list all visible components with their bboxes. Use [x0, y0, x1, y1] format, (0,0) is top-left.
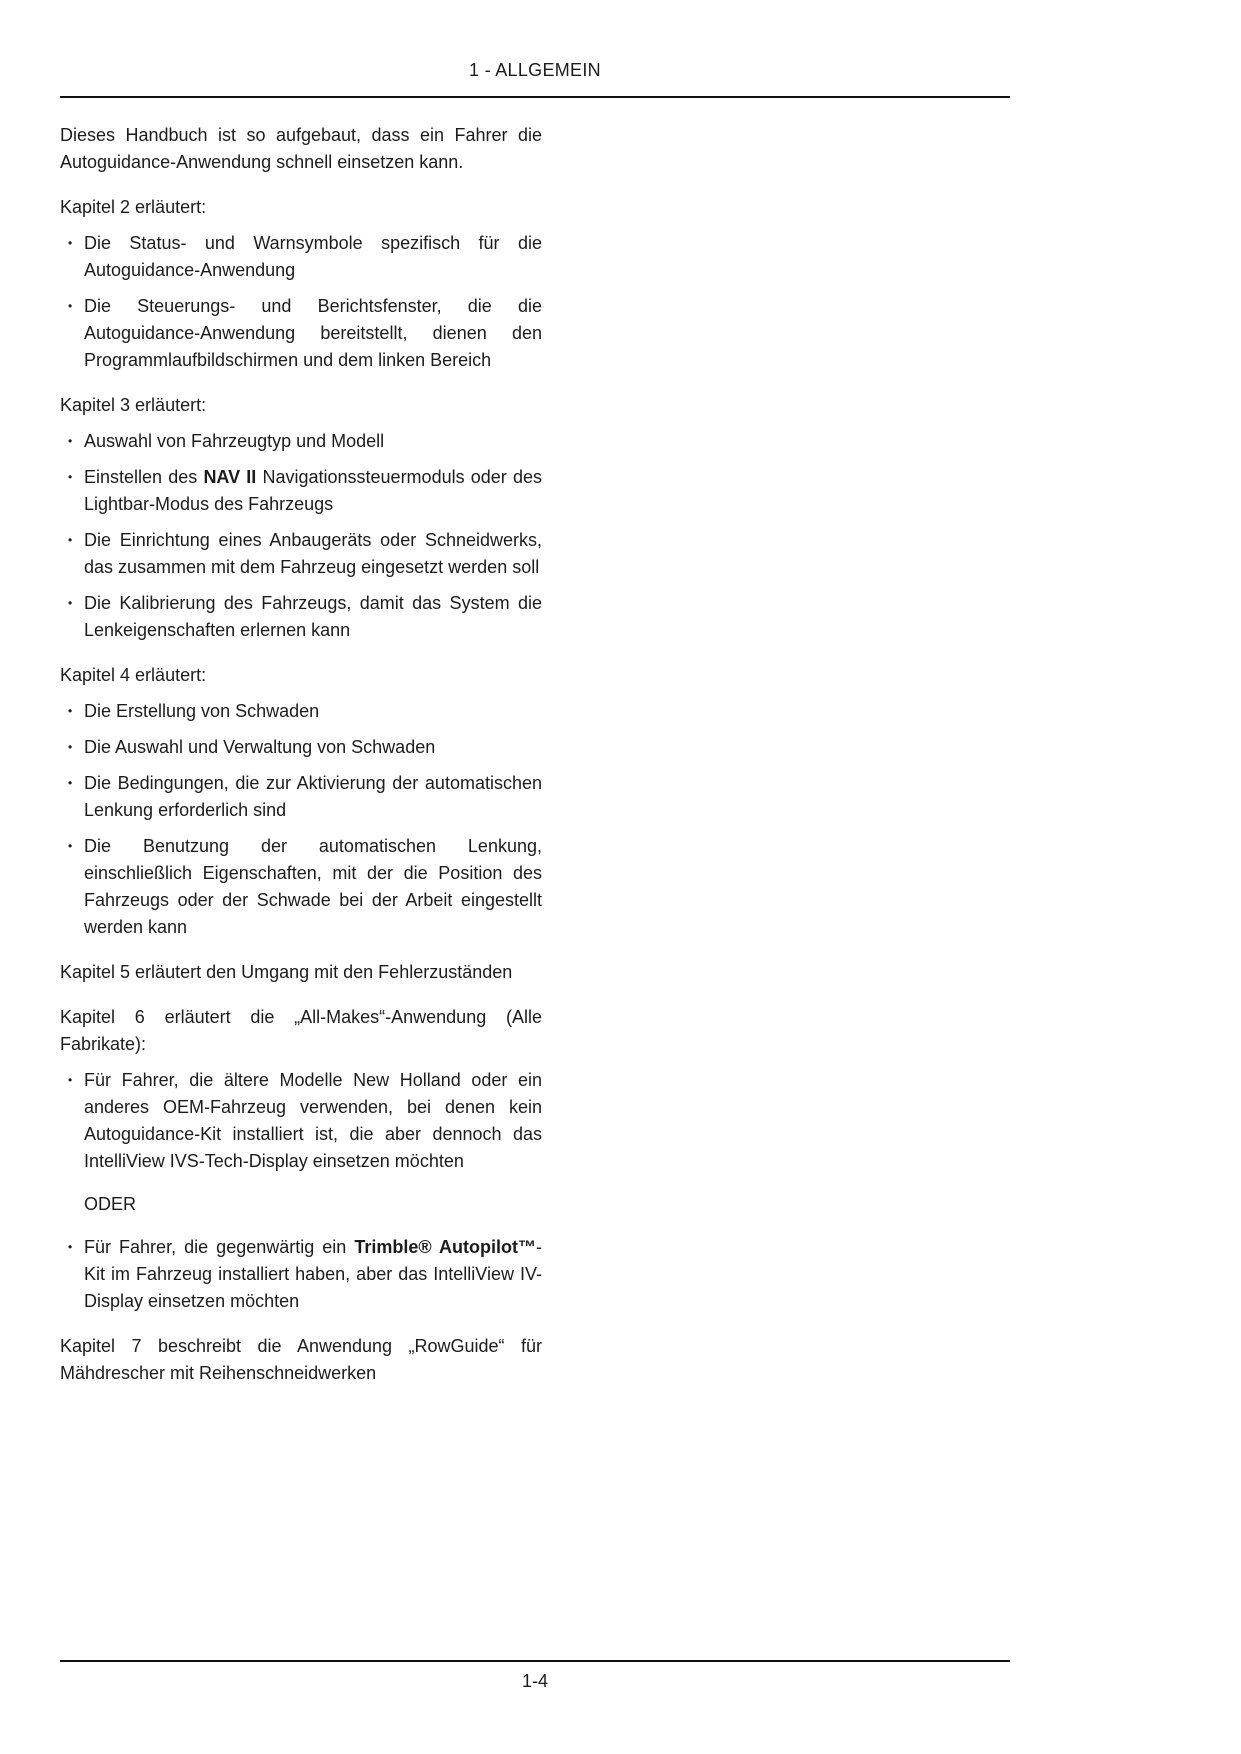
list-item — [68, 527, 542, 581]
list-item-text: Auswahl von Fahrzeugtyp und Modell — [84, 431, 385, 451]
body-text-column — [60, 122, 542, 1396]
bullet-icon: • — [68, 1240, 73, 1254]
bullet-icon: • — [68, 596, 73, 610]
section-heading-kapitel2: Kapitel 2 erläutert: — [60, 197, 207, 217]
page-footer — [60, 1660, 1010, 1754]
paragraph-kapitel5: Kapitel 5 erläutert den Umgang mit den Fehlerzuständen — [60, 962, 513, 982]
page-header — [60, 0, 1010, 98]
list-item-text: Die Status- und Warnsymbole spezifisch für die Autoguidance-Anwendung — [84, 233, 542, 280]
list-item — [68, 698, 542, 725]
list-item-text: Die Kalibrierung des Fahrzeugs, damit das System die Lenkeigenschaften erlernen kann — [84, 593, 542, 640]
list-item — [68, 230, 542, 284]
bullet-icon: • — [68, 236, 73, 250]
bullet-icon: • — [68, 533, 73, 547]
bullet-icon: • — [68, 470, 73, 484]
list-item-text — [84, 1234, 542, 1315]
section-heading-kapitel4: Kapitel 4 erläutert: — [60, 665, 207, 685]
header-rule — [60, 96, 1010, 98]
list-item-text: Die Benutzung der automatischen Lenkung, einschließlich Eigenschaften, mit der die Position des Fahrzeugs oder der Schwade bei der Arbeit eingestellt werden kann — [84, 836, 542, 937]
list-item-text: Die Bedingungen, die zur Aktivierung der automatischen Lenkung erforderlich sind — [84, 773, 542, 820]
list-item — [68, 464, 542, 518]
list-item-text: Die Erstellung von Schwaden — [84, 701, 320, 721]
list-item-text-bold: Trimble® Autopilot™ — [354, 1237, 536, 1257]
bullet-icon: • — [68, 299, 73, 313]
list-item-text-bold: NAV II — [203, 467, 257, 487]
list-item-text: Für Fahrer, die ältere Modelle New Holland oder ein anderes OEM-Fahrzeug verwenden, bei denen kein Autoguidance-Kit installiert ist, die aber dennoch das IntelliView IVS-Tech-Display einsetzen möchten — [84, 1070, 542, 1171]
list-item — [68, 590, 542, 644]
paragraph-kapitel7: Kapitel 7 beschreibt die Anwendung „RowGuide“ für Mähdrescher mit Reihenschneidwerken — [60, 1336, 542, 1383]
page-number: 1-4 — [521, 1671, 548, 1691]
bullet-icon: • — [68, 740, 73, 754]
list-item-text: Die Auswahl und Verwaltung von Schwaden — [84, 737, 436, 757]
list-item — [68, 428, 542, 455]
list-item — [68, 734, 542, 761]
footer-rule — [60, 1660, 1010, 1662]
list-item-text: Die Steuerungs- und Berichtsfenster, die die Autoguidance-Anwendung bereitstellt, dienen den Programmlaufbildschirmen und dem linken Bereich — [84, 296, 542, 370]
bullet-icon: • — [68, 704, 73, 718]
list-item-text-pre: Für Fahrer, die gegenwärtig ein — [84, 1237, 355, 1257]
section-heading-kapitel6: Kapitel 6 erläutert die „All-Makes“-Anwendung (Alle Fabrikate): — [60, 1007, 542, 1054]
list-item-text-post: -Kit im Fahrzeug installiert haben, aber das IntelliView IV-Display einsetzen möchten — [84, 1237, 542, 1311]
intro-paragraph: Dieses Handbuch ist so aufgebaut, dass ein Fahrer die Autoguidance-Anwendung schnell einsetzen kann. — [60, 125, 542, 172]
list-item — [68, 1067, 542, 1175]
chapter-header-title: 1 - ALLGEMEIN — [469, 60, 601, 80]
section-heading-kapitel3: Kapitel 3 erläutert: — [60, 395, 207, 415]
list-item — [68, 293, 542, 374]
bullet-icon: • — [68, 434, 73, 448]
list-item-text — [84, 464, 542, 518]
bullet-icon: • — [68, 1073, 73, 1087]
oder-connector: ODER — [84, 1194, 137, 1214]
list-item — [68, 833, 542, 941]
bullet-icon: • — [68, 839, 73, 853]
list-item-text: Die Einrichtung eines Anbaugeräts oder Schneidwerks, das zusammen mit dem Fahrzeug eingesetzt werden soll — [84, 530, 542, 577]
bullet-icon: • — [68, 776, 73, 790]
manual-page — [60, 0, 1010, 1754]
list-item-text-pre: Einstellen des — [84, 467, 204, 487]
list-item — [68, 770, 542, 824]
list-item-text-post: Navigationssteuermoduls oder des Lightbar-Modus des Fahrzeugs — [84, 467, 542, 514]
list-item — [68, 1234, 542, 1315]
